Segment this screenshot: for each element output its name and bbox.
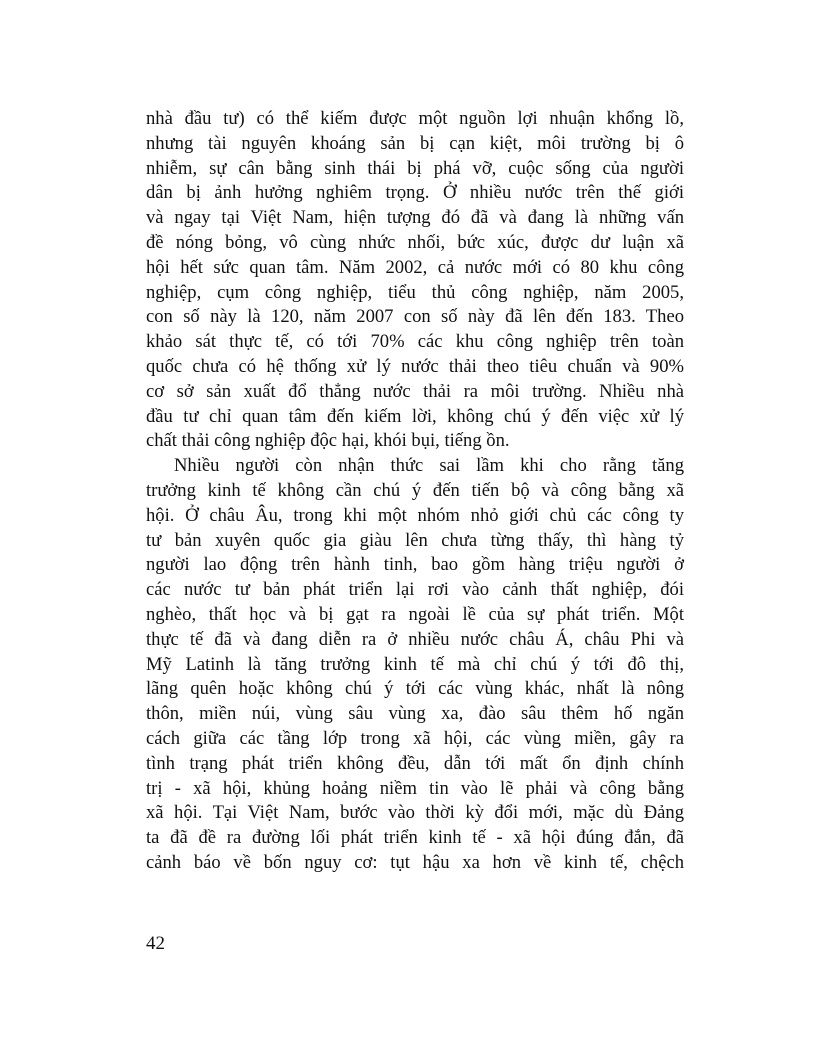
text-line: hội hết sức quan tâm. Năm 2002, cả nước mới có 80 khu công: [146, 256, 684, 278]
text-line: hội. Ở châu Âu, trong khi một nhóm nhỏ giới chủ các công ty: [146, 504, 684, 526]
text-line: Nhiều người còn nhận thức sai lầm khi cho rằng tăng: [174, 455, 684, 477]
text-line: quốc chưa có hệ thống xử lý nước thải theo tiêu chuẩn và 90%: [146, 355, 684, 377]
text-line: nhà đầu tư) có thể kiếm được một nguồn lợi nhuận khổng lồ,: [146, 108, 684, 129]
text-line: con số này là 120, năm 2007 con số này đã lên đến 183. Theo: [146, 306, 684, 328]
text-line: khảo sát thực tế, có tới 70% các khu công nghiệp trên toàn: [146, 331, 684, 353]
text-line: Mỹ Latinh là tăng trưởng kinh tế mà chỉ chú ý tới đô thị,: [146, 653, 684, 675]
text-line: trưởng kinh tế không cần chú ý đến tiến bộ và công bằng xã: [146, 479, 684, 501]
text-line: dân bị ảnh hưởng nghiêm trọng. Ở nhiều nước trên thế giới: [146, 182, 684, 204]
text-line: cảnh báo về bốn nguy cơ: tụt hậu xa hơn về kinh tế, chệch: [146, 851, 684, 873]
paragraph: [146, 454, 684, 876]
text-line: thực tế đã và đang diễn ra ở nhiều nước châu Á, châu Phi và: [146, 628, 684, 650]
text-line: trị - xã hội, khủng hoảng niềm tin vào lẽ phải và công bằng: [146, 777, 684, 799]
text-line: cách giữa các tầng lớp trong xã hội, các vùng miền, gây ra: [146, 727, 684, 749]
text-line: đầu tư chỉ quan tâm đến kiếm lời, không chú ý đến việc xử lý: [146, 405, 684, 427]
text-line: các nước tư bản phát triển lại rơi vào cảnh thất nghiệp, đói: [146, 579, 684, 601]
text-line: thôn, miền núi, vùng sâu vùng xa, đào sâu thêm hố ngăn: [146, 703, 684, 725]
text-line: nhưng tài nguyên khoáng sản bị cạn kiệt, môi trường bị ô: [146, 132, 684, 154]
text-line: tư bản xuyên quốc gia giàu lên chưa từng thấy, thì hàng tỷ: [146, 529, 684, 551]
text-line: nhiễm, sự cân bằng sinh thái bị phá vỡ, cuộc sống của người: [146, 157, 684, 179]
text-line: chất thải công nghiệp độc hại, khói bụi, tiếng ồn.: [146, 430, 510, 452]
text-line: đề nóng bỏng, vô cùng nhức nhối, bức xúc, được dư luận xã: [146, 231, 684, 253]
text-line: nghiệp, cụm công nghiệp, tiểu thủ công nghiệp, năm 2005,: [146, 281, 684, 303]
text-line: cơ sở sản xuất đổ thẳng nước thải ra môi trường. Nhiều nhà: [146, 380, 684, 402]
text-line: xã hội. Tại Việt Nam, bước vào thời kỳ đổi mới, mặc dù Đảng: [146, 802, 684, 824]
page-number: 42: [146, 933, 165, 954]
text-line: ta đã đề ra đường lối phát triển kinh tế - xã hội đúng đắn, đã: [146, 827, 684, 849]
page-body: [146, 107, 684, 876]
text-line: người lao động trên hành tinh, bao gồm hàng triệu người ở: [146, 554, 684, 576]
text-line: tình trạng phát triển không đều, dẫn tới mất ổn định chính: [146, 752, 684, 774]
text-line: lãng quên hoặc không chú ý tới các vùng khác, nhất là nông: [146, 678, 684, 700]
paragraph: [146, 107, 684, 454]
text-line: nghèo, thất học và bị gạt ra ngoài lề của sự phát triển. Một: [146, 603, 684, 625]
text-line: và ngay tại Việt Nam, hiện tượng đó đã và đang là những vấn: [146, 207, 684, 229]
